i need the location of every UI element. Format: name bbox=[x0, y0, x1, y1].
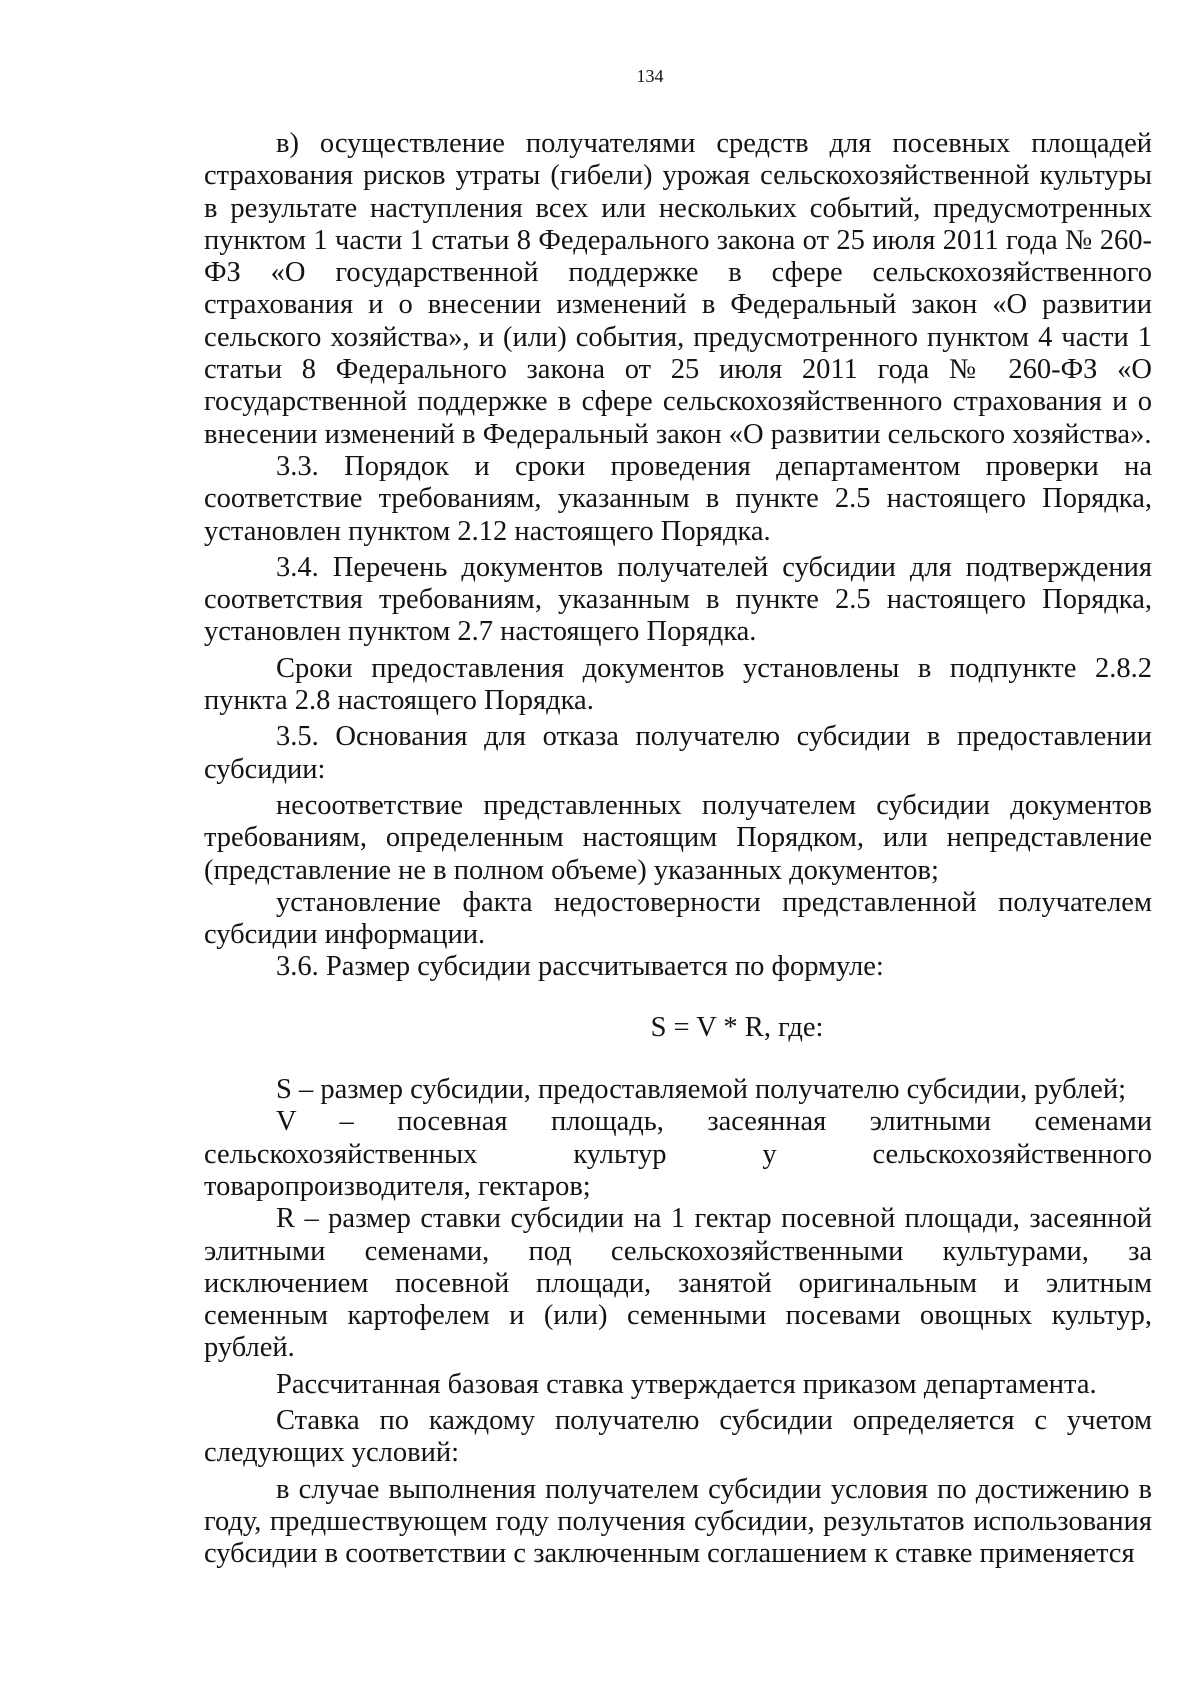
page-number: 134 bbox=[636, 66, 664, 86]
definition-r: R – размер ставки субсидии на 1 гектар посевной площади, засеянной элитными семенами, под сельскохозяйственными культурами, за исключением посевной площади, занятой оригинальным и элитным семенным картофелем и (или) семенными посевами овощных культур, рублей. bbox=[204, 1203, 1152, 1364]
paragraph-item-v: в) осуществление получателями средств для посевных площадей страхования рисков утраты (гибели) урожая сельскохозяйственной культуры в результате наступления всех или нескольких событий, предусмотренных пунктом 1 части 1 статьи 8 Федерального закона от 25 июля 2011 года № 260-ФЗ «О государственной поддержке в сфере сельскохозяйственного страхования и о внесении изменений в Федеральный закон «О развитии сельского хозяйства», и (или) события, предусмотренного пунктом 4 части 1 статьи 8 Федерального закона от 25 июля 2011 года № 260-ФЗ «О государственной поддержке в сфере сельскохозяйственного страхования и о внесении изменений в Федеральный закон «О развитии сельского хозяйства». bbox=[204, 128, 1152, 450]
paragraph-3-5: 3.5. Основания для отказа получателю субсидии в предоставлении субсидии: bbox=[204, 721, 1152, 785]
paragraph-3-6: 3.6. Размер субсидии рассчитывается по формуле: bbox=[276, 951, 884, 983]
paragraph-3-4: 3.4. Перечень документов получателей субсидии для подтверждения соответствия требованиям, указанным в пункте 2.5 настоящего Порядка, установлен пунктом 2.7 настоящего Порядка. bbox=[204, 551, 1152, 648]
subsidy-formula: S = V * R, где: bbox=[650, 1011, 824, 1043]
paragraph-condition-fulfilled: в случае выполнения получателем субсидии условия по достижению в году, предшествующем году получения субсидии, результатов использования субсидии в соответствии с заключенным соглашением к ставке применяется bbox=[204, 1473, 1152, 1570]
paragraph-3-3: 3.3. Порядок и сроки проведения департаментом проверки на соответствие требованиям, указанным в пункте 2.5 настоящего Порядка, установлен пунктом 2.12 настоящего Порядка. bbox=[204, 450, 1152, 547]
definition-s: S – размер субсидии, предоставляемой получателю субсидии, рублей; bbox=[276, 1074, 1127, 1106]
paragraph-rate-conditions: Ставка по каждому получателю субсидии определяется с учетом следующих условий: bbox=[204, 1404, 1152, 1469]
paragraph-refusal-ground-2: установление факта недостоверности представленной получателем субсидии информации. bbox=[204, 886, 1152, 951]
paragraph-refusal-ground-1: несоответствие представленных получателем субсидии документов требованиям, определенным настоящим Порядком, или непредставление (представление не в полном объеме) указанных документов; bbox=[204, 789, 1152, 886]
paragraph-deadlines: Сроки предоставления документов установлены в подпункте 2.8.2 пункта 2.8 настоящего Порядка. bbox=[204, 652, 1152, 717]
paragraph-base-rate: Рассчитанная базовая ставка утверждается приказом департамента. bbox=[276, 1368, 1097, 1400]
definition-v: V – посевная площадь, засеянная элитными семенами сельскохозяйственных культур у сельскохозяйственного товаропроизводителя, гектаров; bbox=[204, 1106, 1152, 1202]
document-body bbox=[204, 128, 1152, 1570]
